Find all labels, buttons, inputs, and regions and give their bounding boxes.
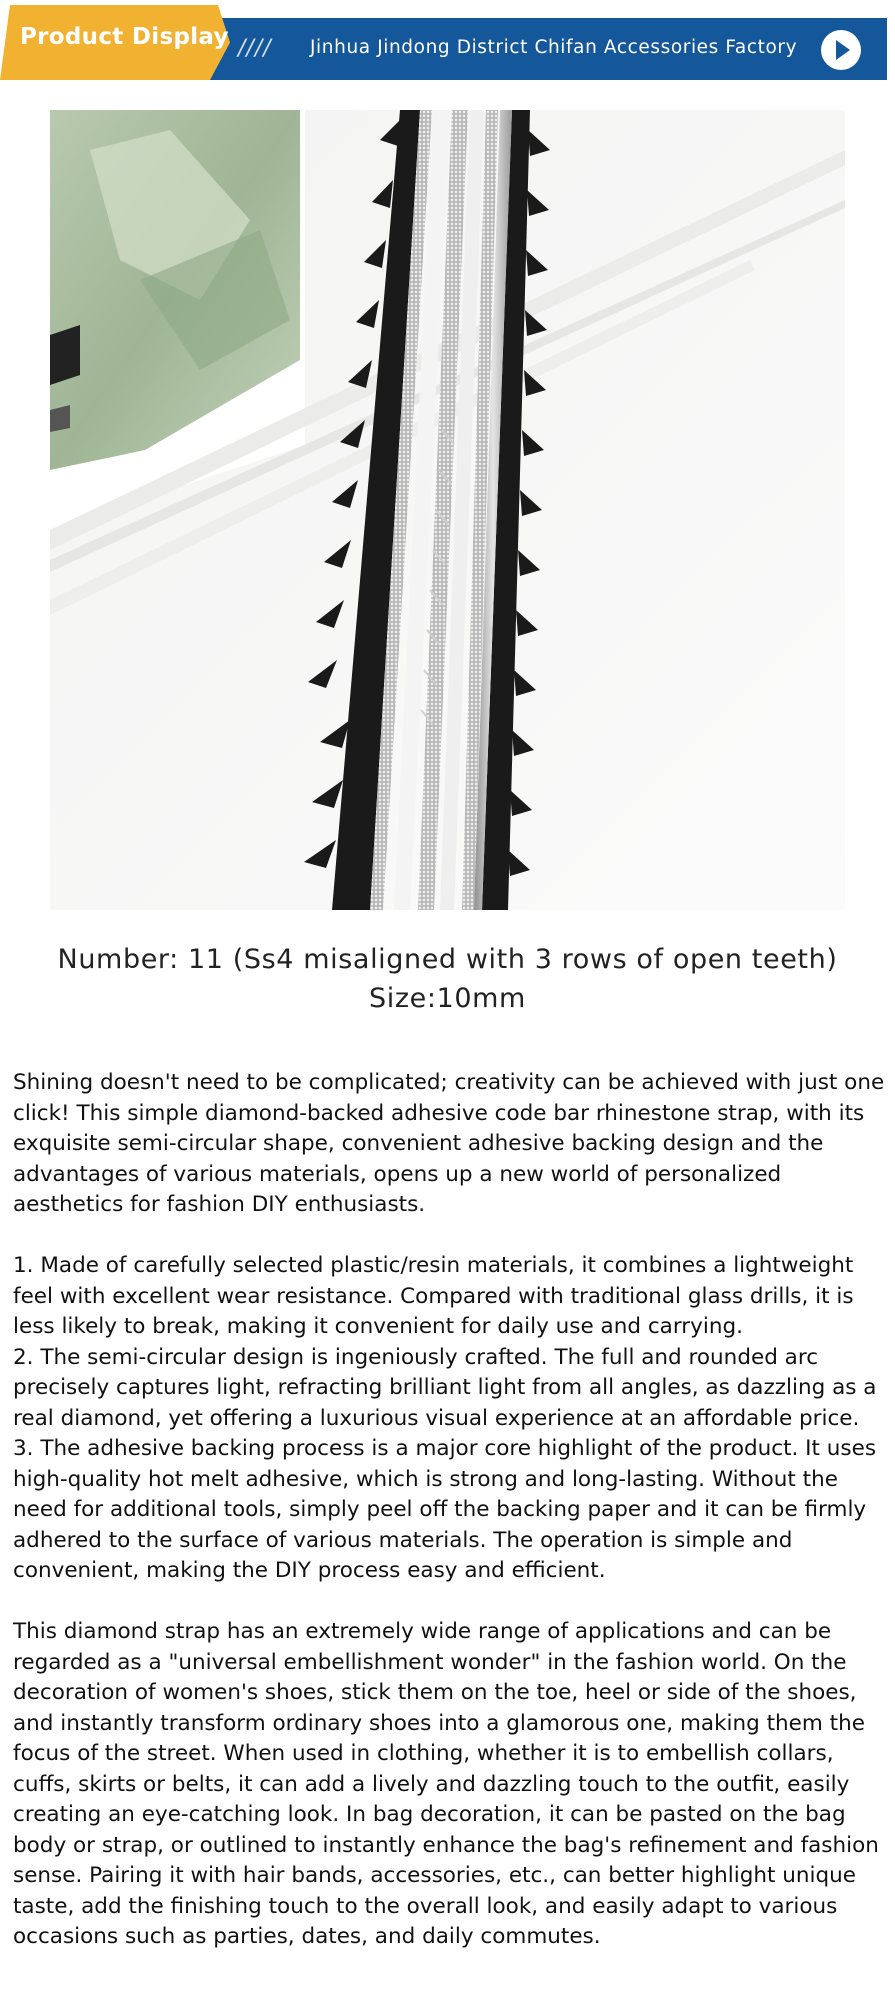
company-name: Jinhua Jindong District Chifan Accessories Factory (310, 37, 798, 58)
header-banner (0, 0, 895, 82)
banner-slashes: //// (238, 36, 272, 61)
rhinestone-strap-image (50, 110, 845, 910)
feature-point-2: 2. The semi-circular design is ingeniously crafted. The full and rounded arc precisely captures light, refracting brilliant light from all angles, as dazzling as a real diamond, yet offering a luxurious visual experience at an affordable price. (13, 1344, 877, 1431)
product-caption (0, 940, 895, 1018)
feature-point-1: 1. Made of carefully selected plastic/resin materials, it combines a lightweight feel with excellent wear resistance. Compared with traditional glass drills, it is less likely to break, making it convenient for daily use and carrying. (13, 1253, 854, 1339)
section-tag-label: Product Display (20, 24, 229, 50)
applications-paragraph: This diamond strap has an extremely wide range of applications and can be regarded as a "universal embellishment wonder" in the fashion world. On the decoration of women's shoes, stick them on the toe, heel or side of the shoes, and instantly transform ordinary shoes into a glamorous one, making them the focus of the street. When used in clothing, whether it is to embellish collars, cuffs, skirts or belts, it can add a lively and dazzling touch to the outfit, easily creating an eye-catching look. In bag decoration, it can be pasted on the bag body or strap, or outlined to instantly enhance the bag's refinement and fashion sense. Pairing it with hair bands, accessories, etc., can better highlight unique taste, add the finishing touch to the overall look, and easily adapt to various occasions such as parties, dates, and daily commutes. (13, 1619, 879, 1949)
paragraph-gap (13, 1587, 885, 1618)
intro-paragraph: Shining doesn't need to be complicated; creativity can be achieved with just one click! This simple diamond-backed adhesive code bar rhinestone strap, with its exquisite semi-circular shape, convenient adhesive backing design and the advantages of various materials, opens up a new world of personalized aesthetics for fashion DIY enthusiasts. (13, 1070, 885, 1217)
product-photo (50, 110, 845, 910)
product-number: Number: 11 (Ss4 misaligned with 3 rows of open teeth) (57, 944, 838, 975)
play-icon[interactable] (821, 30, 861, 70)
feature-point-3: 3. The adhesive backing process is a major core highlight of the product. It uses high-quality hot melt adhesive, which is strong and long-lasting. Without the need for additional tools, simply peel off the backing paper and it can be firmly adhered to the surface of various materials. The operation is simple and convenient, making the DIY process easy and efficient. (13, 1436, 877, 1583)
paragraph-gap (13, 1221, 885, 1252)
product-size: Size:10mm (369, 983, 526, 1014)
product-description (13, 1068, 885, 1953)
